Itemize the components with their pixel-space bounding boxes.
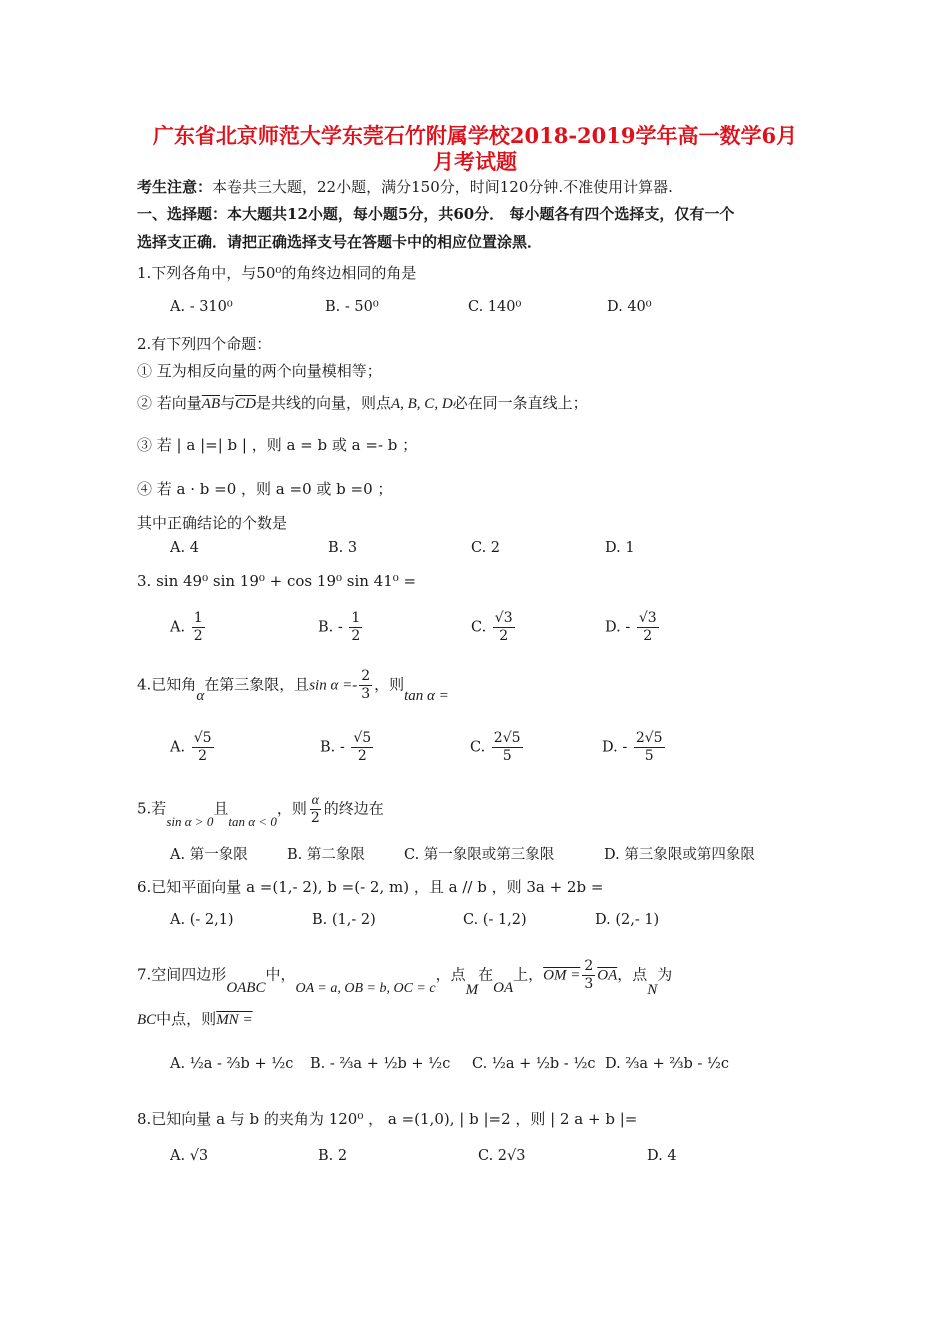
fraction: $\frac{√3}{2}$ <box>494 610 513 644</box>
fraction: $\frac{√5}{2}$ <box>193 730 212 764</box>
vector-cd: $\overline{CD}$ <box>235 396 256 412</box>
sin-alpha: sin α =- <box>309 677 358 694</box>
vector-oa: $\overline{OA}$ <box>597 967 618 984</box>
section1-line2: 选择支正确．请把正确选择支号在答题卡中的相应位置涂黑． <box>137 233 543 251</box>
q1-option-a: A. - 310⁰ <box>170 299 233 315</box>
q3-option-d <box>605 610 661 645</box>
q1-option-b: B. - 50⁰ <box>325 299 379 315</box>
q4-stem: 4.已知角α在第三象限，且sin α =- $\frac{2}{3}$ ，则tan α = <box>137 668 449 704</box>
q2-proposition-2 <box>137 392 588 413</box>
fraction: $\frac{√3}{2}$ <box>638 610 657 644</box>
vector-mn: MN = <box>216 1012 253 1028</box>
q2-option-a: A. 4 <box>170 540 199 556</box>
option-label: D. <box>605 619 621 636</box>
q8-option-b: B. 2 <box>318 1148 348 1164</box>
quad-oabc: OABC <box>226 979 266 996</box>
q6-option-c: C. (- 1,2) <box>463 912 527 928</box>
notice-label: 考生注意： <box>137 178 213 196</box>
condition-tan: tan α < 0 <box>228 813 277 829</box>
q8-option-d: D. 4 <box>647 1148 677 1164</box>
notice-text: 本卷共三大题，22小题，满分150分，时间120分钟.不准使用计算器. <box>212 178 673 196</box>
q2-p2-text: 是共线的向量，则点 <box>255 394 391 412</box>
fraction: $\frac{1}{2}$ <box>351 610 361 644</box>
q6-option-a: A. (- 2,1) <box>170 912 234 928</box>
fraction: $\frac{2√5}{5}$ <box>493 730 521 764</box>
q5-option-b: B. 第二象限 <box>287 847 365 863</box>
option-label: A. <box>170 619 186 636</box>
fraction: $\frac{√5}{2}$ <box>353 730 372 764</box>
fraction: $\frac{\alpha}{2}$ <box>310 793 320 826</box>
q5-option-c: C. 第一象限或第三象限 <box>404 847 555 863</box>
q6-option-b: B. (1,- 2) <box>312 912 376 928</box>
q2-p2-text: 与 <box>220 394 236 412</box>
exam-title-line1: 广东省北京师范大学东莞石竹附属学校2018-2019学年高一数学6月 <box>152 123 798 148</box>
q7-option-c: C. ½a + ½b - ½c <box>472 1056 596 1072</box>
fraction: $\frac{2}{3}$ <box>361 668 371 702</box>
q8-option-a: A. √3 <box>170 1148 209 1164</box>
q2-proposition-1: ① 互为相反向量的两个向量模相等； <box>137 362 382 380</box>
option-label: C. <box>471 619 487 636</box>
q1-option-c: C. 140⁰ <box>468 299 522 315</box>
q4-option-c: C. $\frac{2√5}{5}$ <box>470 730 521 764</box>
q7-stem-line2: BC中点，则MN = <box>137 1010 253 1028</box>
q7-option-a: A. ½a - ⅔b + ½c <box>170 1056 294 1072</box>
vector-ab: $\overline{AB}$ <box>201 396 221 412</box>
option-label: B. <box>318 619 334 636</box>
fraction: $\frac{1}{2}$ <box>193 610 203 644</box>
q6-option-d: D. (2,- 1) <box>595 912 660 928</box>
points-abcd: A, B, C, D <box>390 396 453 412</box>
point-m: M <box>465 981 479 998</box>
q3-option-b <box>318 610 364 645</box>
q2-option-b: B. 3 <box>328 540 358 556</box>
q4-option-b: B. - $\frac{√5}{2}$ <box>320 730 372 764</box>
vector-om: OM = <box>543 967 581 984</box>
q2-p2-text: ② 若向量 <box>137 394 202 412</box>
alpha-symbol: α <box>196 687 205 704</box>
q3-stem: 3. sin 49⁰ sin 19⁰ + cos 19⁰ sin 41⁰ = <box>137 572 417 590</box>
exam-title-line2: 月考试题 <box>433 149 517 174</box>
notice <box>137 176 673 197</box>
sign: - <box>625 619 631 636</box>
tan-alpha: tan α = <box>404 687 449 704</box>
q1-stem: 1.下列各角中，与50⁰的角终边相同的角是 <box>137 264 417 282</box>
point-n: N <box>647 981 658 998</box>
q5-option-d: D. 第三象限或第四象限 <box>604 847 755 863</box>
section1-line1: 一、选择题：本大题共12小题，每小题5分，共60分． 每小题各有四个选择支，仅有一个 <box>137 205 735 223</box>
q7-stem: 7.空间四边形OABC中，OA = a, OB = b, OC = c，点M在OA上，OM = $\frac{2}{3}$ $\overline{OA}$，点N为 <box>137 958 673 998</box>
q8-option-c: C. 2√3 <box>478 1148 526 1164</box>
q6-stem: 6.已知平面向量 a =(1,- 2), b =(- 2, m) ，且 a // b ，则 3a + 2b = <box>137 878 604 896</box>
q5-option-a: A. 第一象限 <box>170 847 248 863</box>
segment-oa: OA <box>493 979 514 996</box>
q7-option-d: D. ⅔a + ⅔b - ½c <box>605 1056 730 1072</box>
q2-ask: 其中正确结论的个数是 <box>137 514 288 532</box>
q3-option-c <box>471 610 517 645</box>
condition-sin: sin α > 0 <box>166 813 214 829</box>
sign: - <box>337 619 343 636</box>
q4-option-d: D. - $\frac{2√5}{5}$ <box>602 730 663 764</box>
segment-bc: BC <box>137 1012 157 1028</box>
q2-proposition-4: ④ 若 a · b =0 ，则 a =0 或 b =0 ； <box>137 480 393 498</box>
q4-option-a: A. $\frac{√5}{2}$ <box>170 730 212 764</box>
q2-option-c: C. 2 <box>471 540 501 556</box>
q2-stem: 2.有下列四个命题： <box>137 335 272 353</box>
q2-proposition-3: ③ 若 | a |=| b | ，则 a = b 或 a =- b ； <box>137 436 418 454</box>
vector-definitions: OA = a, OB = b, OC = c <box>295 980 436 996</box>
q2-option-d: D. 1 <box>605 540 635 556</box>
q1-option-d: D. 40⁰ <box>607 299 652 315</box>
q3-option-a <box>170 610 207 645</box>
q8-stem: 8.已知向量 a 与 b 的夹角为 120⁰ ， a =(1,0), | b |=2 ，则 | 2 a + b |= <box>137 1110 638 1128</box>
fraction: $\frac{2}{3}$ <box>584 958 594 992</box>
q2-p2-text: 必在同一条直线上； <box>452 394 588 412</box>
fraction: $\frac{2√5}{5}$ <box>635 730 663 764</box>
q7-option-b: B. - ⅔a + ½b + ½c <box>310 1056 451 1072</box>
q5-stem: 5.若sin α > 0且tan α < 0，则 $\frac{\alpha}{2}$ 的终边在 <box>137 793 384 829</box>
